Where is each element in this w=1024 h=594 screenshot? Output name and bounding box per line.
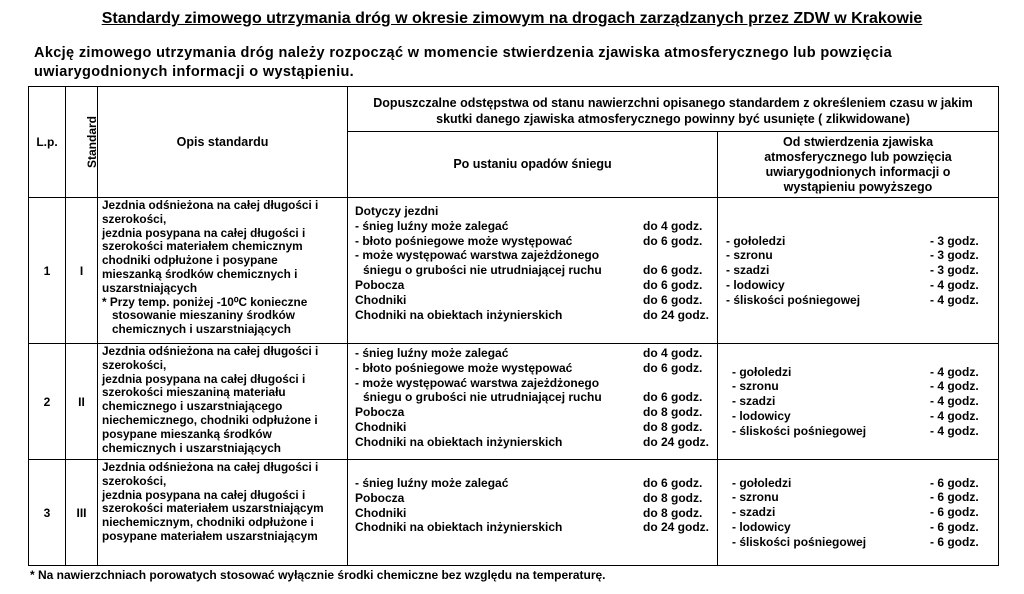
item-time: do 6 godz. (643, 233, 703, 248)
row-description (98, 344, 348, 460)
snow-deviation-item (355, 346, 711, 361)
row-standard: I (66, 198, 98, 344)
header-from-detection: Od stwierdzenia zjawiska atmosferycznego lub powzięcia uwiarygodnionych informacji o wystąpieniu powyższego (718, 132, 999, 198)
item-label: - szronu (732, 490, 779, 505)
item-label: Pobocza (355, 277, 405, 292)
description-line: Jezdnia odśnieżona na całej długości i (102, 460, 319, 474)
row-description (98, 198, 348, 344)
item-label: - szadzi (732, 505, 776, 520)
description-line: Jezdnia odśnieżona na całej długości i (102, 198, 319, 212)
standards-table (28, 86, 999, 566)
snow-deviation-item (355, 204, 711, 219)
ice-deviation-item (726, 234, 990, 249)
item-label: - śliskości pośniegowej (732, 534, 867, 549)
footnote: * Na nawierzchniach porowatych stosować wyłącznie środki chemiczne bez względu na temperaturę. (30, 568, 606, 582)
description-line: szerokości, (102, 211, 167, 226)
snow-deviation-item (355, 420, 711, 435)
description-line: jezdnia posypana na całej długości i (102, 371, 306, 386)
ice-deviation-item (732, 520, 990, 535)
ice-deviation-item (726, 278, 990, 293)
item-time: do 24 godz. (643, 307, 709, 322)
snow-deviation-item (355, 435, 711, 450)
item-label: - szadzi (726, 263, 770, 278)
table-row (29, 460, 999, 566)
item-time: do 6 godz. (643, 277, 703, 292)
description-line: niechemicznego, chodniki odpłużone i (102, 412, 318, 427)
row-lp: 3 (29, 460, 66, 566)
item-time: - 6 godz. (930, 519, 979, 534)
item-time: - 6 godz. (930, 505, 979, 520)
item-time: do 8 godz. (643, 505, 703, 520)
item-time: do 6 godz. (643, 263, 703, 278)
item-time: - 4 godz. (930, 379, 979, 394)
ice-deviation-item (726, 293, 990, 308)
row-lp: 1 (29, 198, 66, 344)
snow-deviation-item (355, 506, 711, 521)
row-standard: II (66, 344, 98, 460)
description-line: szerokości, (102, 473, 167, 488)
item-label: śniegu o grubości nie utrudniającej ruchu (363, 263, 602, 278)
row-from-detection (718, 344, 999, 460)
description-line: chemicznych i uszarstniających (112, 322, 291, 337)
table-row (29, 344, 999, 460)
item-time (643, 204, 711, 219)
item-time: do 24 godz. (643, 434, 709, 449)
row-lp: 2 (29, 344, 66, 460)
ice-deviation-item (732, 535, 990, 550)
item-time: do 4 godz. (643, 218, 703, 233)
snow-deviation-item (355, 219, 711, 234)
row-description (98, 460, 348, 566)
description-line: posypane mieszanką środków (102, 426, 272, 441)
item-label: Pobocza (355, 490, 405, 505)
ice-deviation-item (732, 505, 990, 520)
snow-deviation-item (355, 405, 711, 420)
item-time (643, 376, 711, 391)
description-line: posypane materiałem uszarstniającym (102, 528, 318, 543)
snow-deviation-item (355, 308, 711, 323)
item-label: - szadzi (732, 394, 776, 409)
item-label: Chodniki (355, 419, 407, 434)
description-line: jezdnia posypana na całej długości i (102, 487, 306, 502)
item-time: do 24 godz. (643, 520, 709, 535)
item-label: - lodowicy (726, 277, 785, 292)
item-label: - błoto pośniegowe może występować (355, 233, 573, 248)
item-time: - 4 godz. (930, 408, 979, 423)
description-line: szerokości, (102, 357, 167, 372)
item-time: - 4 godz. (930, 423, 979, 438)
item-time: - 6 godz. (930, 490, 979, 505)
item-label: - śnieg luźny może zalegać (355, 476, 509, 490)
item-label: Chodniki na obiektach inżynierskich (355, 434, 563, 449)
item-label: Chodniki (355, 505, 407, 520)
description-line: chemicznego i uszarstniającego (102, 399, 283, 414)
ice-deviation-item (732, 365, 990, 380)
item-label: - śliskości pośniegowej (732, 423, 867, 438)
item-time: - 3 godz. (930, 248, 979, 263)
description-line: * Przy temp. poniżej -10⁰C konieczne (102, 294, 308, 309)
snow-deviation-item (355, 376, 711, 391)
description-line: szerokości materiałem chemicznym (102, 239, 303, 254)
ice-deviation-item (726, 263, 990, 278)
item-time: do 6 godz. (643, 476, 703, 490)
snow-deviation-item (355, 248, 711, 263)
row-standard: III (66, 460, 98, 566)
header-after-snow: Po ustaniu opadów śniegu (348, 132, 718, 198)
item-label: - śliskości pośniegowej (726, 292, 861, 307)
snow-deviation-item (355, 390, 711, 405)
item-label: śniegu o grubości nie utrudniającej ruchu (363, 390, 602, 405)
description-line: szerokości materiałem uszarstniającym (102, 501, 324, 516)
item-time (643, 248, 711, 263)
item-time: - 4 godz. (930, 292, 979, 307)
item-label: Chodniki na obiektach inżynierskich (355, 520, 563, 535)
item-time: - 4 godz. (930, 277, 979, 292)
header-standard (66, 87, 98, 198)
snow-deviation-item (355, 293, 711, 308)
item-label: - gołoledzi (732, 475, 792, 490)
item-label: Pobocza (355, 405, 405, 420)
item-label: - może występować warstwa zajeżdżonego (355, 375, 600, 390)
ice-deviation-item (732, 394, 990, 409)
item-label: Chodniki (355, 292, 407, 307)
item-time: do 4 godz. (643, 346, 703, 360)
description-line: uszarstniających (102, 280, 198, 295)
item-label: - śnieg luźny może zalegać (355, 218, 509, 233)
item-label: - gołoledzi (732, 364, 792, 379)
intro-paragraph: Akcję zimowego utrzymania dróg należy rozpocząć w momencie stwierdzenia zjawiska atmosferycznego lub powzięcia uwiarygodnionych informacji o wystąpieniu. (34, 45, 892, 80)
item-time: do 8 godz. (643, 405, 703, 420)
header-lp: L.p. (29, 87, 66, 198)
item-label: - gołoledzi (726, 233, 786, 248)
description-line: chodniki odpłużone i posypane (102, 253, 278, 268)
description-line: chemicznych i uszarstniających (102, 440, 281, 455)
ice-deviation-item (732, 424, 990, 439)
description-line: niechemicznym, chodniki odpłużone i (102, 515, 314, 530)
snow-deviation-item (355, 491, 711, 506)
snow-deviation-item (355, 476, 711, 491)
item-label: - lodowicy (732, 408, 791, 423)
snow-deviation-item (355, 520, 711, 535)
item-label: - szronu (726, 248, 773, 263)
item-time: - 3 godz. (930, 233, 979, 248)
ice-deviation-item (726, 248, 990, 263)
header-deviation: Dopuszczalne odstępstwa od stanu nawierzchni opisanego standardem z określeniem czasu w jakim skutki danego zjawiska atmosferycznego powinny być usunięte ( zlikwidowane) (348, 87, 999, 132)
snow-deviation-item (355, 263, 711, 278)
item-label: - lodowicy (732, 519, 791, 534)
row-after-snow (348, 198, 718, 344)
item-label: Dotyczy jezdni (355, 204, 439, 218)
snow-deviation-item (355, 234, 711, 249)
table-row (29, 198, 999, 344)
row-from-detection (718, 198, 999, 344)
item-time: - 6 godz. (930, 475, 979, 490)
header-standard-label: Standard (85, 115, 100, 169)
item-label: - szronu (732, 379, 779, 394)
snow-deviation-item (355, 278, 711, 293)
ice-deviation-item (732, 490, 990, 505)
item-time: do 8 godz. (643, 419, 703, 434)
row-after-snow (348, 344, 718, 460)
item-label: - śnieg luźny może zalegać (355, 346, 509, 360)
ice-deviation-item (732, 409, 990, 424)
item-time: - 6 godz. (930, 534, 979, 549)
row-after-snow (348, 460, 718, 566)
document-title: Standardy zimowego utrzymania dróg w okresie zimowym na drogach zarządzanych przez ZDW w Krakowie (101, 10, 923, 27)
description-line: stosowanie mieszaniny środków (112, 308, 295, 323)
header-opis: Opis standardu (98, 87, 348, 198)
description-line: Jezdnia odśnieżona na całej długości i (102, 344, 319, 358)
item-time: - 4 godz. (930, 364, 979, 379)
item-time: do 8 godz. (643, 490, 703, 505)
item-time: do 6 godz. (643, 360, 703, 375)
description-line: mieszanką środków chemicznych i (102, 266, 298, 281)
description-line: szerokości mieszaniną materiału (102, 385, 286, 400)
row-from-detection (718, 460, 999, 566)
item-time: do 6 godz. (643, 390, 703, 405)
item-label: - może występować warstwa zajeżdżonego (355, 248, 600, 263)
item-time: - 4 godz. (930, 394, 979, 409)
ice-deviation-item (732, 379, 990, 394)
snow-deviation-item (355, 361, 711, 376)
item-time: do 6 godz. (643, 292, 703, 307)
description-line: jezdnia posypana na całej długości i (102, 225, 306, 240)
ice-deviation-item (732, 476, 990, 491)
item-time: - 3 godz. (930, 263, 979, 278)
item-label: Chodniki na obiektach inżynierskich (355, 307, 563, 322)
item-label: - błoto pośniegowe może występować (355, 360, 573, 375)
